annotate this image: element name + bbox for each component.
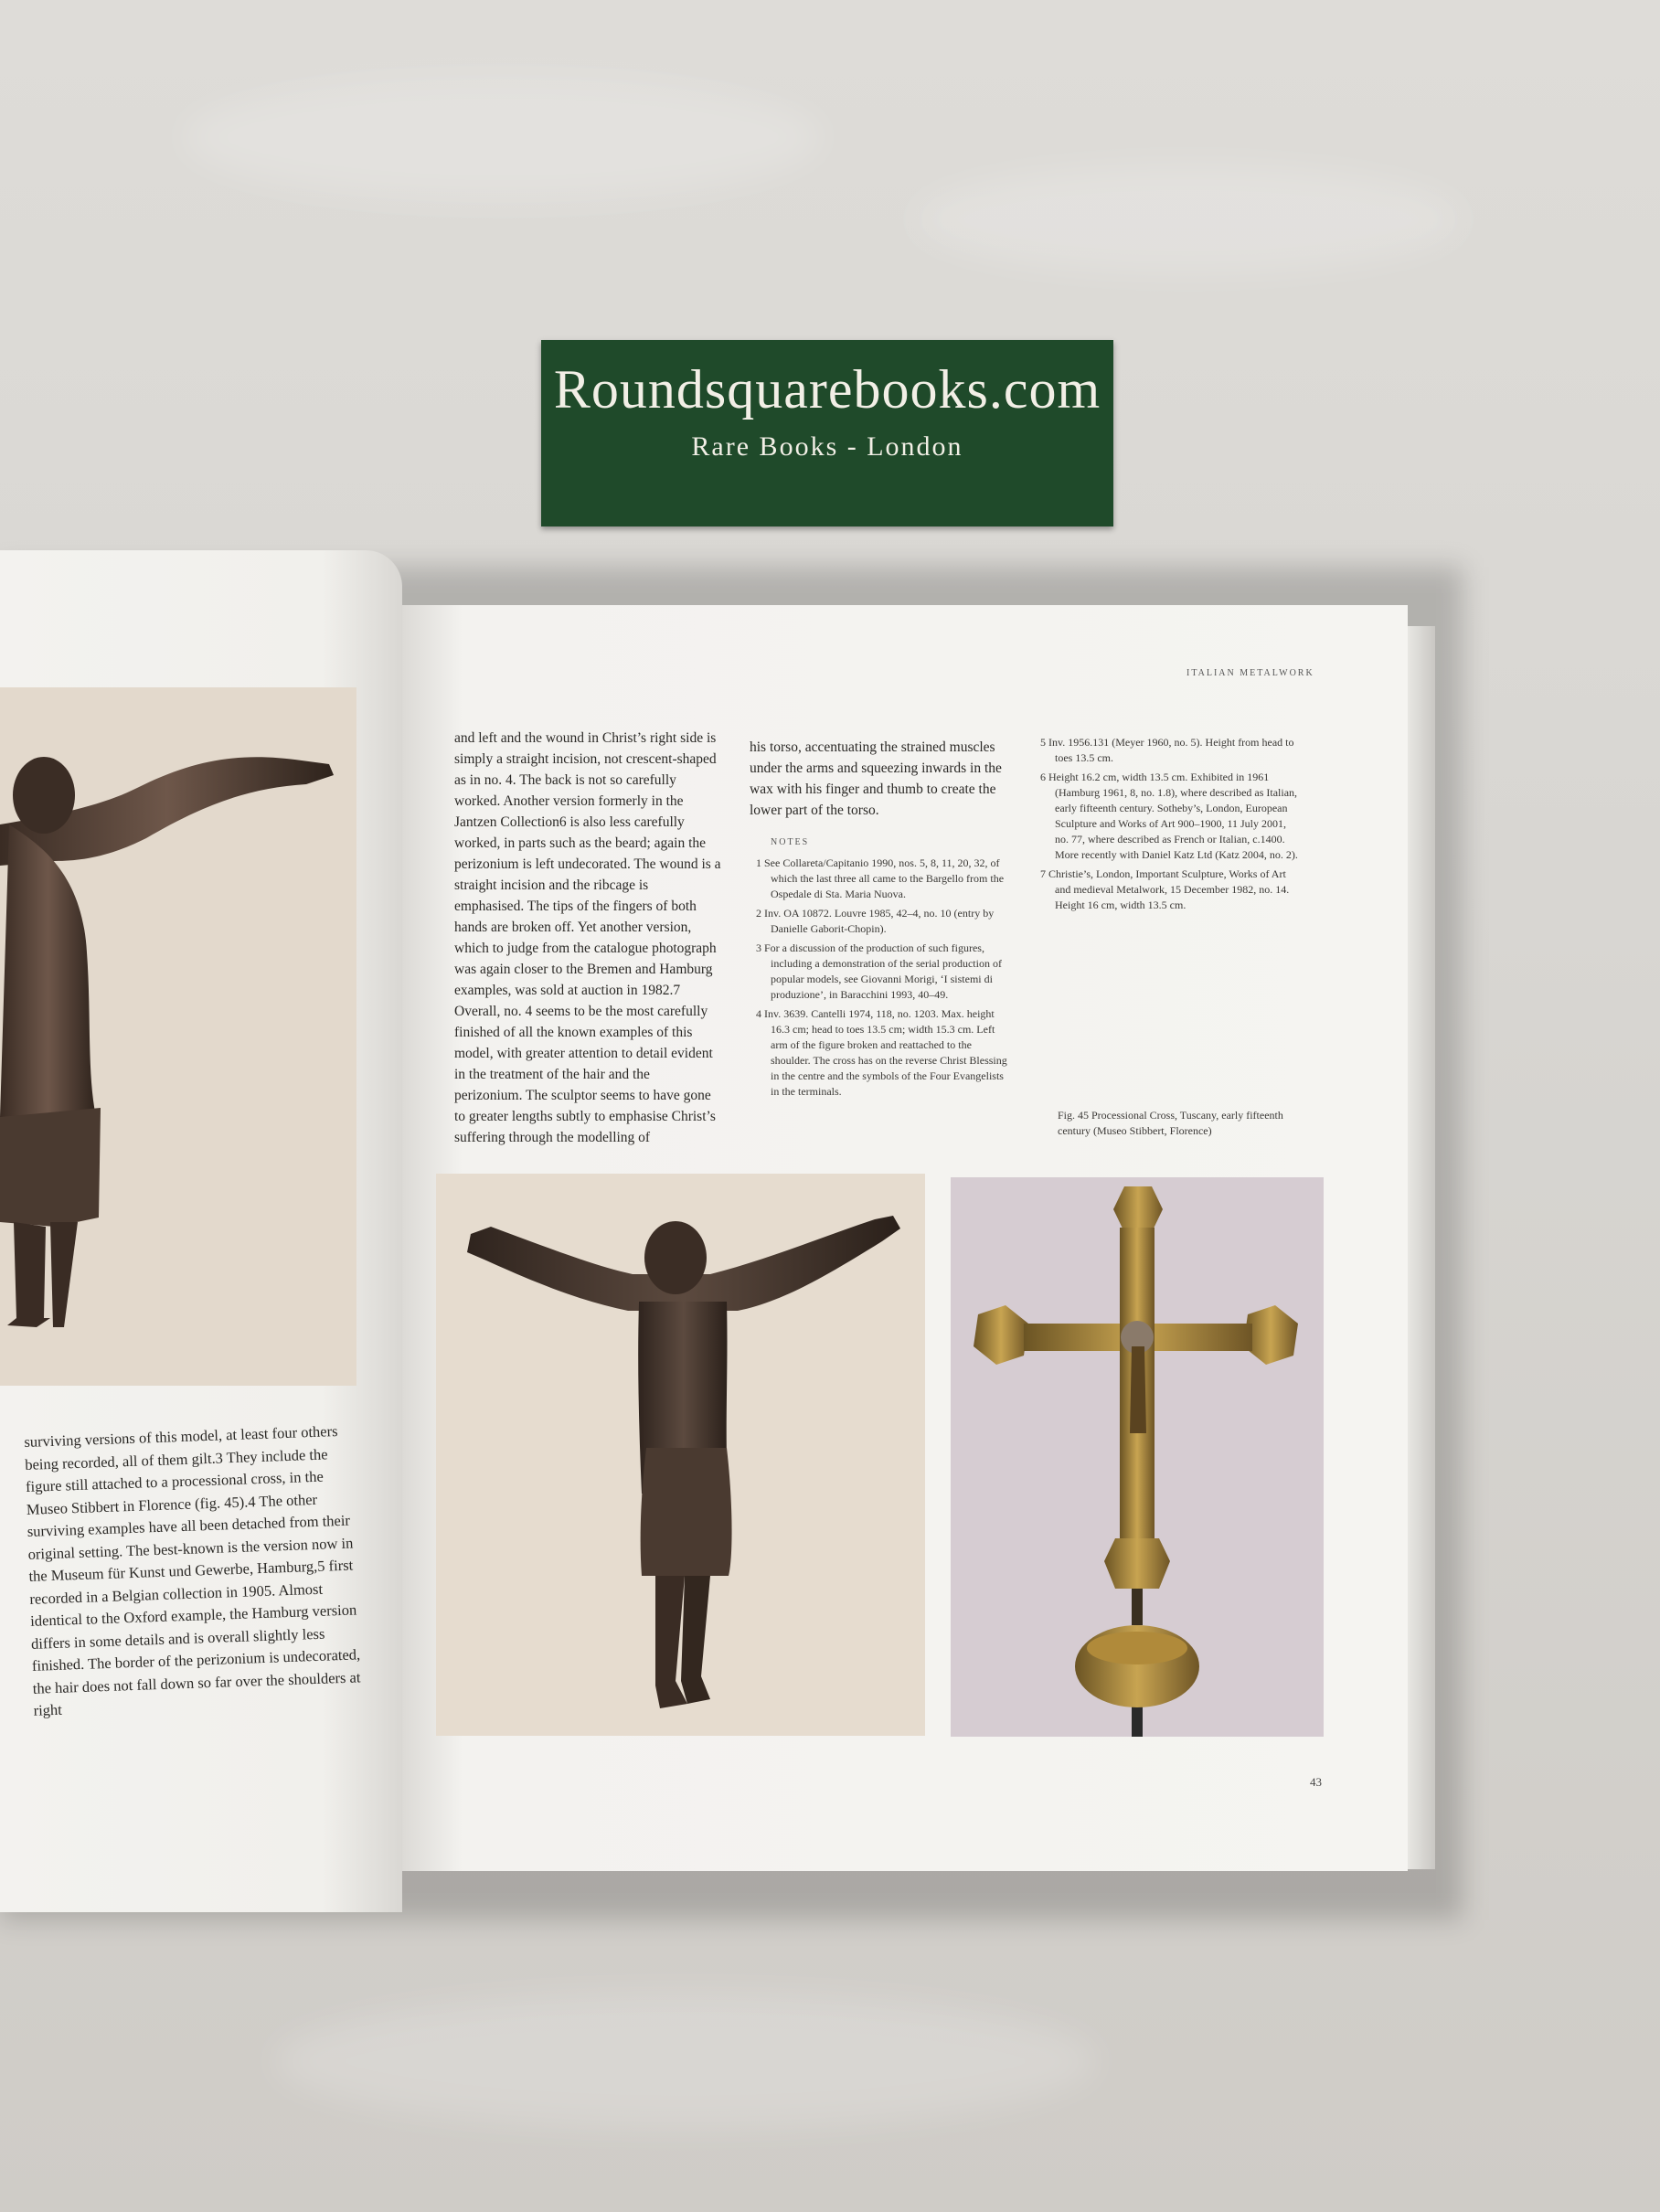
page-number: 43 xyxy=(1310,1775,1322,1789)
bookmark-card xyxy=(541,340,1113,526)
processional-cross-figure xyxy=(951,1177,1324,1737)
note-item: 4 Inv. 3639. Cantelli 1974, 118, no. 1203. Max. height 16.3 cm; head to toes 13.5 cm; width 15.3 cm. Left arm of the figure broken and reattached to the shoulder. The cross has on the reverse Christ Blessing in the centre and the symbols of the Four Evangelists in the terminals. xyxy=(756,1007,1007,1098)
left-page-body-text: surviving versions of this model, at least four others being recorded, all of them gilt.3 They include the figure still attached to a processional cross, in the Museo Stibbert in Florence (fig. 45).4 The other surviving examples have all been detached from their original setting. The best-known is the version now in the Museum für Kunst und Gewerbe, Hamburg,5 first recorded in a Belgian collection in 1905. Almost identical to the Oxford example, the Hamburg version differs in some details and is overall slightly less finished. The border of the perizonium is undecorated, the hair does not fall down so far over the shoulders at right xyxy=(24,1422,361,1719)
bookmark-title: Roundsquarebooks.com xyxy=(553,359,1101,420)
processional-cross-photo xyxy=(951,1177,1324,1737)
page-edges xyxy=(1408,626,1435,1869)
crucifix-front-photo xyxy=(0,687,356,1386)
note-item: 1 See Collareta/Capitanio 1990, nos. 5, 8, 11, 20, 32, of which the last three all came to the Bargello from the Ospedale di Sta. Maria Nuova. xyxy=(756,856,1005,900)
notes-heading: NOTES xyxy=(771,837,810,847)
crucifix-front-figure xyxy=(0,687,356,1386)
body-text-column-2: his torso, accentuating the strained muscles under the arms and squeezing inwards in the wax with his finger and thumb to create the lower part of the torso. xyxy=(750,739,1002,818)
crucifix-back-photo xyxy=(436,1174,925,1736)
crucifix-back-figure xyxy=(436,1174,925,1736)
note-item: 3 For a discussion of the production of such figures, including a demonstration of the serial production of popular models, see Giovanni Morigi, ‘I sistemi di produzione’, in Baracchini 1993, 40–49. xyxy=(756,941,1002,1001)
note-item: 6 Height 16.2 cm, width 13.5 cm. Exhibited in 1961 (Hamburg 1961, 8, no. 1.8), where described as Italian, early fifteenth century. Sotheby’s, London, European Sculpture and Works of Art 900–1900, 11 July 2001, no. 77, where described as French or Italian, c.1400. More recently with Daniel Katz Ltd (Katz 2004, no. 2). xyxy=(1040,771,1298,861)
cloth-fold xyxy=(914,165,1463,274)
running-head: ITALIAN METALWORK xyxy=(1186,668,1314,678)
note-item: 7 Christie’s, London, Important Sculpture, Works of Art and medieval Metalwork, 15 December 1982, no. 14. Height 16 cm, width 13.5 cm. xyxy=(1040,867,1290,911)
figure-caption: Fig. 45 Processional Cross, Tuscany, early fifteenth century (Museo Stibbert, Florence) xyxy=(1058,1109,1283,1137)
note-item: 2 Inv. OA 10872. Louvre 1985, 42–4, no. 10 (entry by Danielle Gaborit-Chopin). xyxy=(756,907,995,935)
note-item: 5 Inv. 1956.131 (Meyer 1960, no. 5). Height from head to toes 13.5 cm. xyxy=(1040,736,1294,764)
cloth-fold xyxy=(183,73,823,201)
cloth-fold xyxy=(274,1993,1097,2130)
notes-column-2 xyxy=(756,856,1014,1103)
bookmark-subtitle: Rare Books - London xyxy=(691,431,963,462)
notes-column-3 xyxy=(1040,735,1298,917)
body-text-column-1: and left and the wound in Christ’s right side is simply a straight incision, not crescent-shaped as in no. 4. The back is not so carefully worked. Another version formerly in the Jantzen Collection6 is also less carefully worked, in parts such as the beard; again the perizonium is left undecorated. The wound is a straight incision and the ribcage is emphasised. The tips of the fingers of both hands are broken off. Yet another version, which to judge from the catalogue photograph was again closer to the Bremen and Hamburg examples, was sold at auction in 1982.7 Overall, no. 4 seems to be the most carefully finished of all the known examples of this model, with greater attention to detail evident in the treatment of the hair and the perizonium. The sculptor seems to have gone to greater lengths subtly to emphasise Christ’s suffering through the modelling of xyxy=(454,730,721,1145)
